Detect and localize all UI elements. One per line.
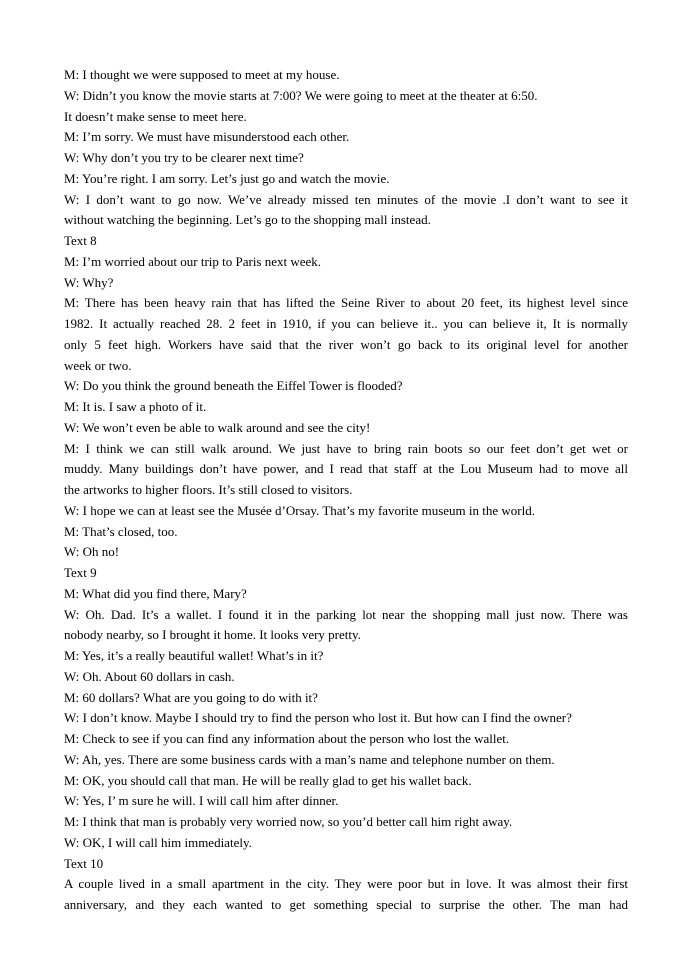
text-line: W: Didn’t you know the movie starts at 7:00? We were going to meet at the theater at 6:50. <box>64 87 538 103</box>
document-page <box>64 65 628 916</box>
text-line: W: Yes, I’ m sure he will. I will call him after dinner. <box>64 793 339 809</box>
text-line: W: Do you think the ground beneath the Eiffel Tower is flooded? <box>64 378 403 394</box>
text-line: W: Oh. Dad. It’s a wallet. I found it in the parking lot near the shopping mall just now. There was <box>64 606 628 622</box>
text-line: 1982. It actually reached 28. 2 feet in 1910, if you can believe it.. you can believe it, It is normally <box>64 316 628 331</box>
section-heading-text-9: Text 9 <box>64 565 97 580</box>
text-line: only 5 feet high. Workers have said that the river won’t go back to its original level for another <box>64 336 628 352</box>
text-line: It doesn’t make sense to meet here. <box>64 108 247 124</box>
section-heading-text-10: Text 10 <box>64 855 104 871</box>
text-line: M: That’s closed, too. <box>64 523 178 539</box>
text-line: W: I don’t know. Maybe I should try to find the person who lost it. But how can I find the owner? <box>64 710 572 726</box>
text-line: W: OK, I will call him immediately. <box>64 834 252 850</box>
text-line: M: I think that man is probably very worried now, so you’d better call him right away. <box>64 814 513 829</box>
text-line: M: I’m worried about our trip to Paris next week. <box>64 253 322 269</box>
text-line: nobody nearby, so I brought it home. It looks very pretty. <box>64 627 361 643</box>
text-line: M: I’m sorry. We must have misunderstood each other. <box>64 129 350 145</box>
text-line: W: Oh no! <box>64 544 120 560</box>
text-line: A couple lived in a small apartment in the city. They were poor but in love. It was almost their first <box>64 876 628 892</box>
text-line: M: Check to see if you can find any information about the person who lost the wallet. <box>64 731 510 746</box>
text-line: anniversary, and they each wanted to get something special to surprise the other. The man had <box>64 897 628 912</box>
text-line: M: It is. I saw a photo of it. <box>64 399 207 414</box>
text-line: M: I think we can still walk around. We just have to bring rain boots so our feet don’t get wet or <box>64 440 628 456</box>
text-line: week or two. <box>64 357 132 373</box>
text-line: without watching the beginning. Let’s go to the shopping mall instead. <box>64 212 431 228</box>
text-line: M: What did you find there, Mary? <box>64 585 247 601</box>
text-line: M: I thought we were supposed to meet at my house. <box>64 67 340 82</box>
text-line: W: Oh. About 60 dollars in cash. <box>64 668 235 684</box>
text-line: M: You’re right. I am sorry. Let’s just go and watch the movie. <box>64 170 390 186</box>
text-line: W: Why? <box>64 274 114 290</box>
text-line: W: Ah, yes. There are some business cards with a man’s name and telephone number on them. <box>64 751 555 767</box>
text-line: W: I hope we can at least see the Musée d’Orsay. That’s my favorite museum in the world. <box>64 502 535 518</box>
text-line: M: 60 dollars? What are you going to do with it? <box>64 689 318 705</box>
text-line: M: Yes, it’s a really beautiful wallet! What’s in it? <box>64 648 324 663</box>
text-line: W: Why don’t you try to be clearer next time? <box>64 150 304 165</box>
text-line: W: We won’t even be able to walk around and see the city! <box>64 419 371 435</box>
text-line: W: I don’t want to go now. We’ve already missed ten minutes of the movie .I don’t want to see it <box>64 191 628 207</box>
text-line: M: OK, you should call that man. He will be really glad to get his wallet back. <box>64 772 472 788</box>
text-line: M: There has been heavy rain that has lifted the Seine River to about 20 feet, its highest level since <box>64 295 628 311</box>
text-line: the artworks to higher floors. It’s still closed to visitors. <box>64 482 353 497</box>
section-heading-text-8: Text 8 <box>64 233 97 248</box>
text-line: muddy. Many buildings don’t have power, and I read that staff at the Lou Museum had to move all <box>64 461 628 477</box>
